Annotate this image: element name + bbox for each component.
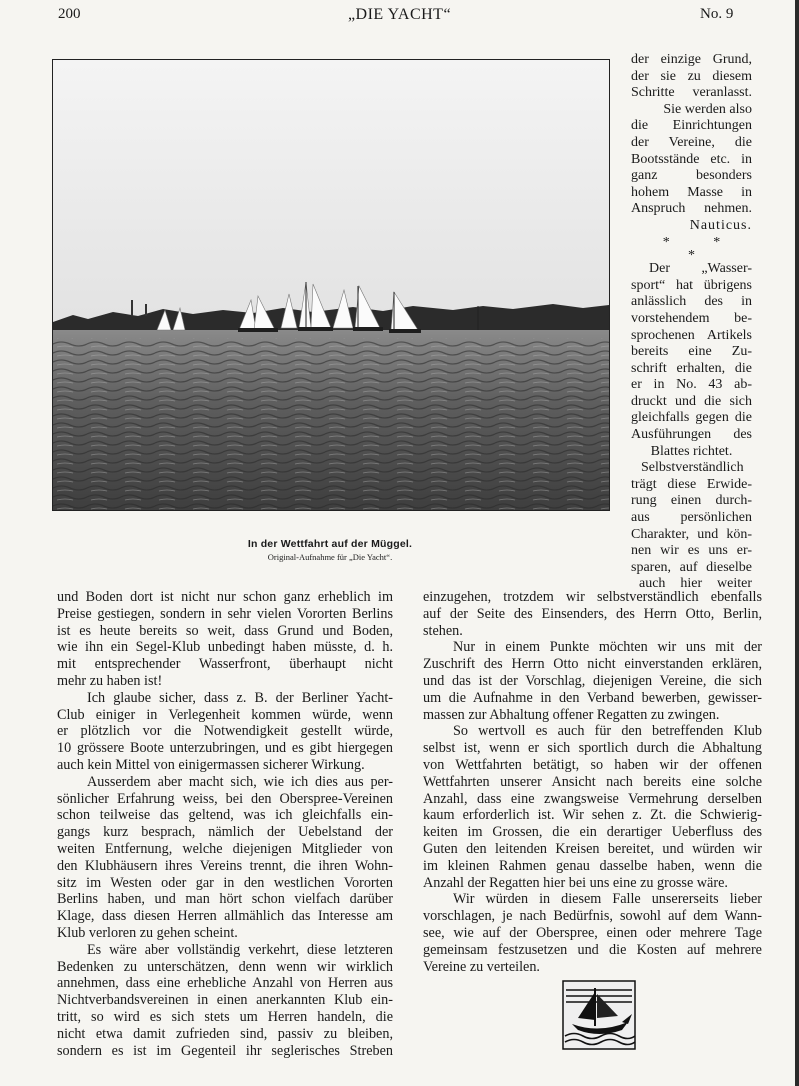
text-line: So wertvoll es auch für den betreffenden Klub [453, 723, 762, 740]
text-line: Klub verloren zu gehen scheint. [57, 924, 238, 941]
text-line: Blattes richtet. [650, 443, 733, 459]
text-line: ganz besonders [631, 168, 752, 184]
text-line: Anzahl der Regatten hier bei uns eine zu grosse wäre. [423, 874, 728, 891]
text-line: und Boden dort ist nicht nur schon ganz erheblich im [57, 589, 393, 605]
text-line: der sie zu diesem [631, 68, 752, 84]
text-line: Berlins haben, und man hört schon vielfach darüber [57, 891, 393, 908]
text-line: see, wie auf der Oberspree, einen oder mehrere Tage [423, 924, 762, 941]
signature: Nauticus. [689, 217, 752, 233]
text-line: auch hier weiter [639, 576, 752, 592]
text-line: hohem Masse in [631, 184, 752, 200]
text-line: sparen, auf dieselbe [631, 559, 752, 575]
text-line: 10 grössere Boote unterzubringen, und es gibt hiergegen [57, 740, 393, 757]
text-line: stehen. [423, 622, 463, 639]
text-line: Zuschrift des Herrn Otto nicht einverstanden erklären, [423, 656, 762, 673]
text-line: annehmen, dass eine erhebliche Anzahl von Herren aus [57, 975, 393, 992]
text-line: schrift erhalten, die [631, 360, 752, 376]
section-separator: * * [662, 234, 721, 250]
text-line: schon teilweise das geltend, was ich gleichfalls ein- [57, 807, 393, 824]
text-line: Es wäre aber vollständig verkehrt, diese letzteren [87, 941, 393, 958]
text-line: Nichtverbandsvereinen in einen anerkannten Klub ein- [57, 992, 393, 1009]
text-line: Ausserdem aber macht sich, wie ich dies aus per- [87, 773, 393, 790]
text-line: ist es heute bereits so weit, dass Grund und Boden, [57, 622, 393, 639]
text-line: und das ist der Vorschlag, diejenigen Vereine, die sich [423, 672, 762, 689]
side-column [631, 52, 752, 593]
text-line: um die Aufnahme in den Verband bewerben, gewisser- [423, 689, 762, 706]
text-line: mit entsprechender Wasserfront, überhaupt nicht [57, 656, 393, 673]
text-line: sport“ hat übrigens [631, 277, 752, 293]
text-line: der einzige Grund, [631, 52, 752, 67]
text-line: Bootsstände etc. in [631, 151, 752, 167]
journal-title: „DIE YACHT“ [347, 6, 452, 23]
text-line: Charakter, und kön- [631, 526, 752, 542]
text-line: vorschlagen, je nach Bedürfnis, sowohl auf dem Wann- [423, 908, 762, 925]
text-line: nicht etwa damit zufrieden sind, passiv zu bleiben, [57, 1025, 393, 1042]
text-line: massen zur Abhaltung offener Regatten zu zwingen. [423, 706, 720, 723]
text-line: mehr zu haben ist! [57, 672, 163, 689]
text-line: Anzahl, dass eine zwangsweise Vermehrung derselben [423, 790, 762, 807]
text-line: tritt, so wird es sich stets um Herren handeln, die [57, 1008, 393, 1025]
text-line: auf der Seite des Einsenders, des Herrn Otto, Berlin, [423, 605, 762, 622]
text-line: die Einrichtungen [631, 118, 752, 134]
text-line: weiten Entfernung, welche diejenigen Mitglieder von [57, 840, 393, 857]
text-line: selbst ist, wenn er sich sportlich durch die Abhaltung [423, 740, 762, 757]
text-line: Schritte veranlasst. [631, 85, 752, 101]
text-line: den Klubhäusern ihres Vereins trennt, die ihren Wohn- [57, 857, 393, 874]
text-line: sondern es ist im Gegenteil ihr seglerisches Streben [57, 1042, 393, 1059]
issue-number: No. 9 [700, 6, 734, 22]
text-line: Klage, dass diesen Herren allmählich das Interesse am [57, 908, 393, 925]
text-line: sprochenen Artikels [631, 327, 752, 343]
section-separator: * [688, 248, 695, 264]
text-line: Ausführungen des [631, 427, 752, 443]
text-line: Bedenken zu unterschätzen, denn wenn wir wirklich [57, 958, 393, 975]
text-line: Der „Wasser- [649, 261, 752, 277]
text-line: im kleinen Rahmen genau dasselbe haben, wenn die [423, 857, 762, 874]
text-line: Wettfahrten unserer Ansicht nach bereits eine solche [423, 773, 762, 790]
text-line: Guten den leitenden Kreisen bereitet, und würden wir [423, 840, 762, 857]
text-line: Ich glaube sicher, dass z. B. der Berliner Yacht- [87, 689, 393, 706]
text-line: einzugehen, trotzdem wir selbstverständlich ebenfalls [423, 589, 762, 605]
text-line: er in No. 43 ab- [631, 377, 752, 393]
text-line: rung einen durch- [631, 493, 752, 509]
text-line: Sie werden also [663, 101, 752, 117]
text-line: Selbstverständlich [641, 460, 744, 476]
text-line: Vereine zu verteilen. [423, 958, 540, 975]
text-line: Anspruch nehmen. [631, 201, 752, 217]
ship-vignette-ornament [562, 980, 636, 1050]
text-line: anlässlich des in [631, 294, 752, 310]
right-column [423, 589, 762, 975]
text-line: nen wir es uns er- [631, 543, 752, 559]
text-line: Club einiger in Verlegenheit kommen würde, wenn [57, 706, 393, 723]
text-line: bereits eine Zu- [631, 344, 752, 360]
text-line: auch kein Mittel von einigermassen sicherer Wirkung. [57, 756, 365, 773]
text-line: gangs kurz besprach, nämlich der Uebelstand der [57, 824, 393, 841]
regatta-photograph [52, 59, 610, 511]
text-line: Preise gestiegen, sondern in sehr vielen Vororten Berlins [57, 605, 393, 622]
page-number: 200 [58, 6, 81, 22]
text-line: Nur in einem Punkte möchten wir uns mit der [453, 639, 762, 656]
text-line: kaum erforderlich ist. Wir sehen z. Zt. die Schwierig- [423, 807, 762, 824]
text-line: er plötzlich vor die Notwendigkeit gestellt würde, [57, 723, 393, 740]
text-line: aus persönlichen [631, 510, 752, 526]
photo-caption-credit: Original-Aufnahme für „Die Yacht“. [267, 552, 393, 562]
text-line: druckt und die sich [631, 393, 752, 409]
text-line: wie ihn ein Segel-Klub unbedingt haben müsste, d. h. [57, 639, 393, 656]
text-line: Wir würden in diesem Falle unsererseits lieber [453, 891, 762, 908]
text-line: vorstehendem be- [631, 310, 752, 326]
text-line: keiten im Grossen, die ein derartiger Ueberfluss des [423, 824, 762, 841]
text-line: trägt diese Erwide- [631, 476, 752, 492]
text-line: sitz im Westen oder gar in den westlichen Vororten [57, 874, 393, 891]
photo-caption-title: In der Wettfahrt auf der Müggel. [247, 538, 413, 550]
text-line: gleichfalls gegen die [631, 410, 752, 426]
text-line: sönlicher Erfahrung weiss, bei den Oberspree-Vereinen [57, 790, 393, 807]
text-line: gemeinsam festzusetzen und die Kosten auf mehrere [423, 941, 762, 958]
page-edge-shadow [795, 0, 799, 1086]
text-line: von Wettfahrten betätigt, so haben wir der offenen [423, 756, 762, 773]
text-line: der Vereine, die [631, 134, 752, 150]
left-column [57, 589, 393, 1059]
